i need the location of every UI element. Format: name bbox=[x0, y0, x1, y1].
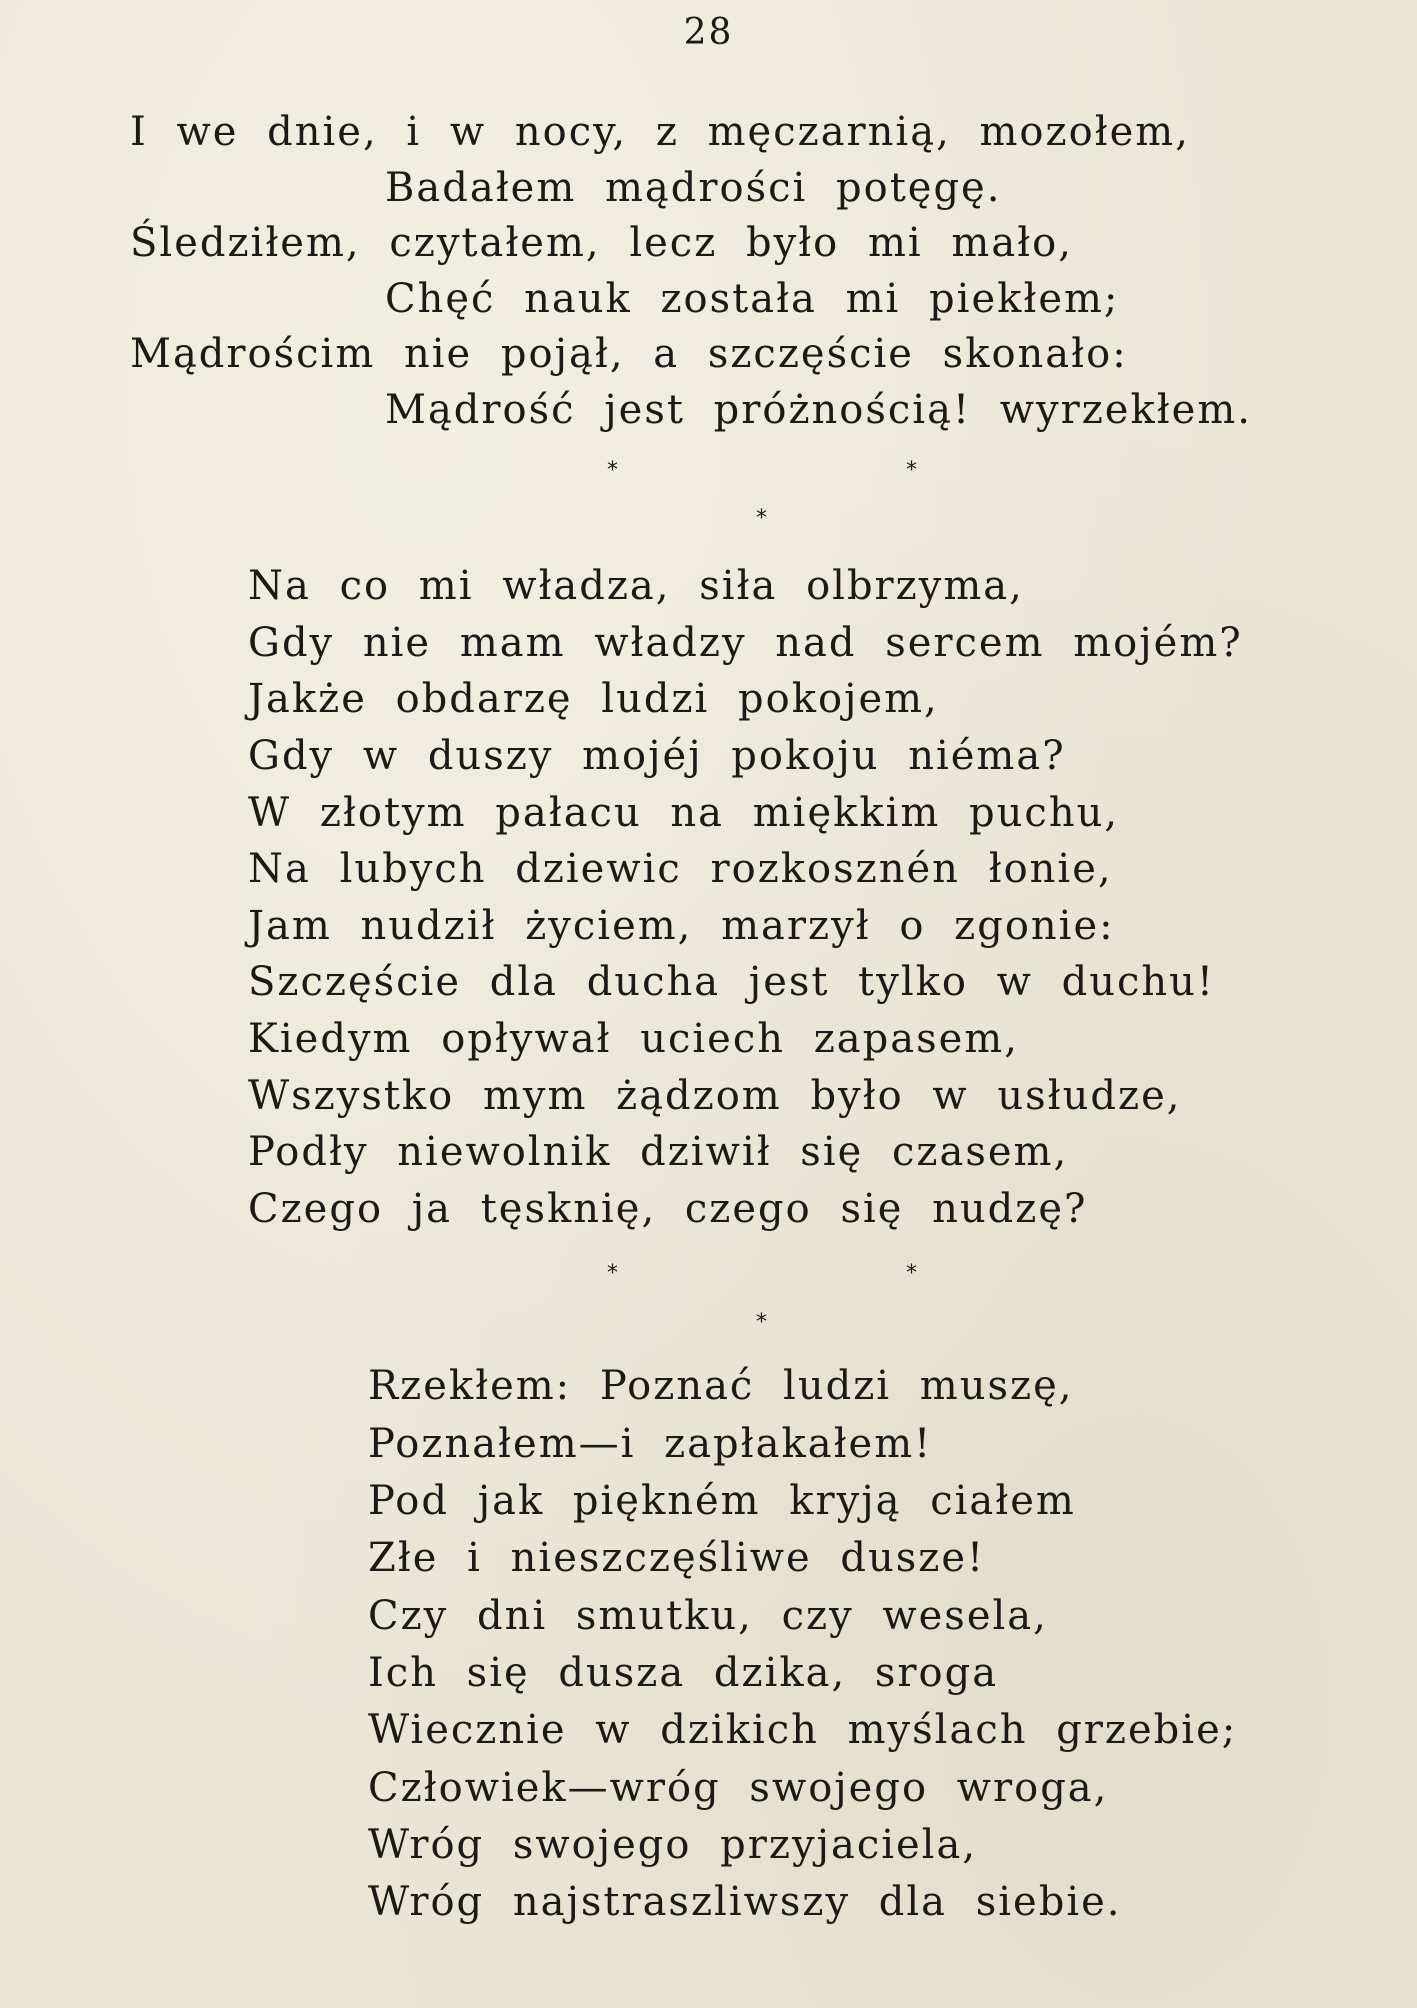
poem-line: Śledziłem, czytałem, lecz było mi mało, bbox=[130, 220, 1073, 266]
poem-line: Mądrościm nie pojął, a szczęście skonało: bbox=[130, 331, 1128, 377]
poem-line: W złotym pałacu na miękkim puchu, bbox=[248, 790, 1120, 836]
poem-line: Wszystko mym żądzom było w usłudze, bbox=[248, 1073, 1182, 1119]
poem-line: Gdy w duszy mojéj pokoju niéma? bbox=[248, 733, 1066, 779]
poem-line: Mądrość jest próżnością! wyrzekłem. bbox=[385, 387, 1252, 433]
poem-line: Kiedym opływał uciech zapasem, bbox=[248, 1016, 1019, 1062]
poem-line: Gdy nie mam władzy nad sercem mojém? bbox=[248, 620, 1243, 666]
poem-line: Czego ja tęsknię, czego się nudzę? bbox=[248, 1186, 1088, 1232]
poem-line: Wróg swojego przyjaciela, bbox=[368, 1822, 978, 1868]
separator-star: * bbox=[756, 1310, 767, 1335]
poem-line: Pod jak piękném kryją ciałem bbox=[368, 1478, 1076, 1524]
separator-star: * bbox=[607, 1261, 618, 1286]
poem-line: Rzekłem: Poznać ludzi muszę, bbox=[368, 1363, 1074, 1409]
poem-line: Szczęście dla ducha jest tylko w duchu! bbox=[248, 959, 1215, 1005]
separator-star: * bbox=[906, 1261, 917, 1286]
poem-line: Człowiek—wróg swojego wroga, bbox=[368, 1765, 1109, 1811]
separator-star: * bbox=[756, 506, 767, 531]
page-number: 28 bbox=[683, 12, 734, 53]
poem-line: Na co mi władza, siła olbrzyma, bbox=[248, 563, 1024, 609]
poem-line: Poznałem—i zapłakałem! bbox=[368, 1421, 933, 1467]
poem-line: Wróg najstraszliwszy dla siebie. bbox=[368, 1879, 1122, 1925]
poem-line: Czy dni smutku, czy wesela, bbox=[368, 1593, 1048, 1639]
poem-line: Chęć nauk została mi piekłem; bbox=[385, 276, 1120, 322]
separator-star: * bbox=[607, 458, 618, 483]
poem-line: Złe i nieszczęśliwe dusze! bbox=[368, 1535, 986, 1581]
poem-line: Wiecznie w dzikich myślach grzebie; bbox=[368, 1707, 1238, 1753]
poem-line: Ich się dusza dzika, sroga bbox=[368, 1650, 999, 1696]
poem-line: Na lubych dziewic rozkosznén łonie, bbox=[248, 846, 1113, 892]
poem-line: Podły niewolnik dziwił się czasem, bbox=[248, 1129, 1069, 1175]
poem-line: Jakże obdarzę ludzi pokojem, bbox=[248, 676, 939, 722]
separator-star: * bbox=[906, 458, 917, 483]
poem-line: Badałem mądrości potęgę. bbox=[385, 165, 1002, 211]
poem-line: I we dnie, i w nocy, z męczarnią, mozołem, bbox=[130, 109, 1190, 155]
poem-line: Jam nudził życiem, marzył o zgonie: bbox=[248, 903, 1115, 949]
